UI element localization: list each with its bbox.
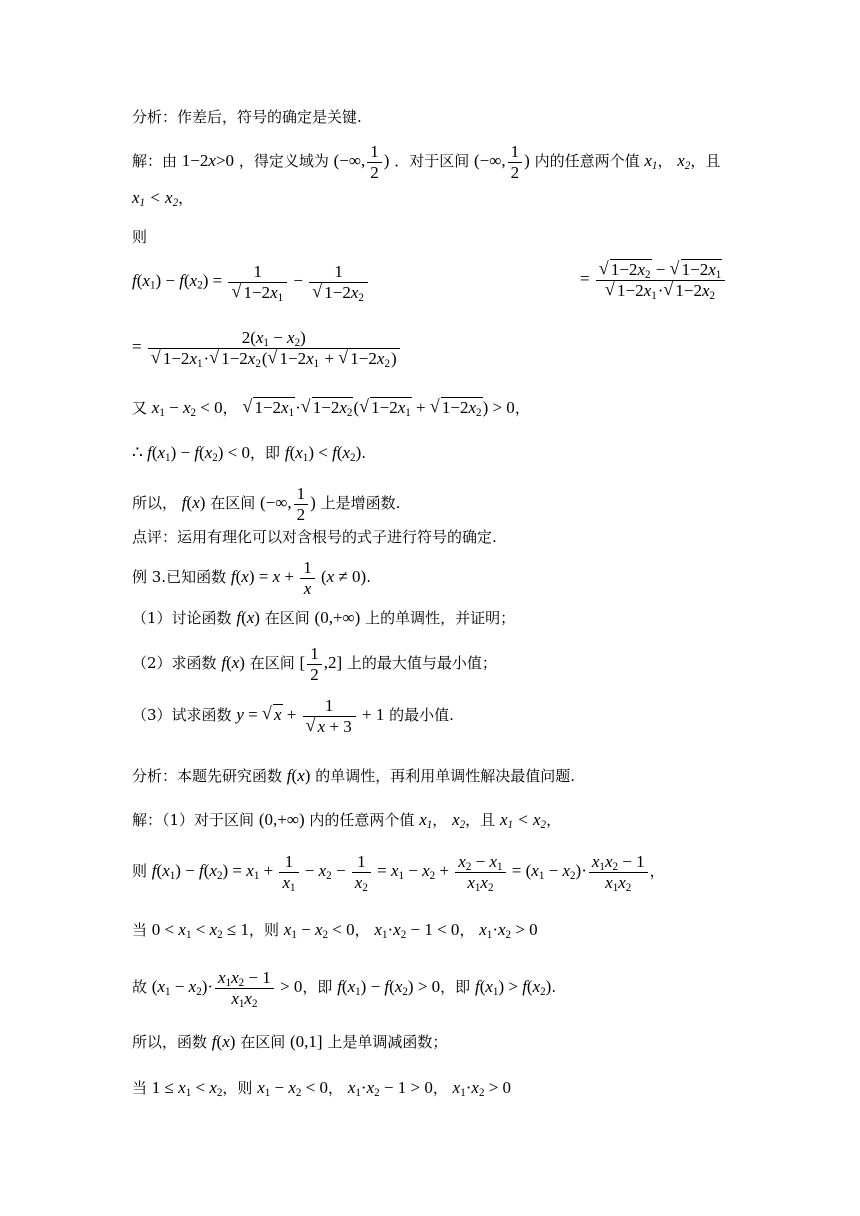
text: 解：由 (132, 151, 178, 170)
solution-3-line (132, 810, 561, 830)
question-3 (132, 696, 454, 736)
also-expr-2: √ $1-2x_1\cdot√$ $1-2x_2(√$ $1-2x_1$ + √ $1-2x_2) > 0$ (242, 398, 514, 417)
text: 解：（1）对于区间 (132, 811, 255, 829)
text: ， (328, 1079, 344, 1097)
conclusion-line (132, 484, 400, 524)
case-2-line (132, 1078, 511, 1098)
analysis-line-1: 分析：作差后，符号的确定是关键. (132, 108, 362, 126)
text: （2）求函数 (132, 653, 217, 672)
therefore-expr-2: $f(x_1) < f(x_2)$ (284, 443, 362, 464)
case-1c-line (132, 1032, 447, 1052)
text: ，得定义域为 (238, 151, 329, 170)
case-1-expr-2: $x_1\cdot x_2 - 1 < 0$ (374, 920, 460, 941)
x1-symbol: $x_1$ (644, 150, 658, 172)
text: ，且 (465, 811, 496, 829)
text: ，且 (690, 151, 721, 170)
text: ．对于区间 (394, 151, 470, 170)
text: ，则 (248, 921, 279, 939)
text: 上的最大值与最小值； (346, 653, 497, 672)
text: 在区间 (249, 653, 295, 672)
case-2-expr-2: $x_1\cdot x_2 - 1 > 0$ (347, 1078, 433, 1099)
text: ， (222, 399, 238, 417)
fx-symbol: f(x) (211, 1032, 236, 1051)
example-3-line (132, 558, 371, 598)
case-1b-expr-2: $f(x_1) - f(x_2) > 0$ (337, 976, 441, 998)
text: ， (432, 1079, 448, 1097)
case-2-condition: $1 \le x_1 < x_2$ (151, 1078, 223, 1099)
order-expr: $x_1 < x_2$ (132, 188, 179, 209)
text: ， (546, 811, 562, 829)
text: . (366, 567, 371, 586)
solution-3-diff-expr: $f(x_1) - f(x_2) = x_1$ + $\frac{1}{x_1}$ − $x_2$ − $\frac{1}{x_2}$ = $x_1 - x_2$ + $\frac{x_2 - x_1}{x_1x_2}$ = $(x_1 - x_2)\cdot$ $\frac{x_1x_2 - 1}{x_1x_2}$ (152, 861, 650, 880)
text: ， (432, 811, 448, 829)
text: ， (657, 151, 673, 170)
case-1-expr-3: $x_1\cdot x_2 > 0$ (479, 920, 538, 941)
text: 的单调性，再利用单调性解决最值问题. (315, 767, 575, 785)
x2-symbol: $x_2$ (452, 810, 466, 831)
text: 在区间 (240, 1033, 286, 1051)
case-1-expr-1: $x_1 - x_2 < 0$ (283, 920, 355, 941)
difference-expr-factored: = $2(x_1 - x_2)$ √ $1-2x_1\cdot√$ $1-2x_2(√$ $1-2x_1$ + √ $1-2x_2$) (132, 328, 402, 368)
example-3-expr: f(x) = x + $\frac{1}{x}$ (x ≠ 0) (230, 558, 367, 598)
text: ， (649, 861, 665, 880)
case-2-expr-1: $x_1 - x_2 < 0$ (257, 1078, 329, 1099)
text: （3）试求函数 (132, 705, 232, 724)
text: ，即 (250, 444, 281, 462)
solution-3-difference (132, 852, 665, 892)
condition-expr: 1−2x>0 (181, 150, 235, 170)
fx-symbol: f(x) (286, 766, 311, 785)
text: 在区间 (264, 609, 310, 627)
question-3-expr: y = √ x + 1 √ x + 3 + 1 (236, 705, 384, 724)
therefore-line (132, 443, 366, 463)
interval-expr: (0,1] (290, 1032, 323, 1051)
text: 所以，函数 (132, 1033, 208, 1051)
text: 所以， (132, 493, 178, 512)
text: 则 (132, 861, 148, 880)
difference-expr-left: $f(x_1) - f(x_2)$ = 1 √ $1-2x_1$ − 1 √ $1-2x_2$ (132, 262, 370, 302)
text: ，即 (440, 977, 471, 996)
text: 在区间 (210, 493, 256, 512)
therefore-expr-1: ∴ $f(x_1) - f(x_2) < 0$ (132, 443, 251, 464)
text: ， (354, 921, 370, 939)
interval-expr: (0,+∞) (258, 810, 305, 829)
case-2-expr-3: $x_1\cdot x_2 > 0$ (452, 1078, 512, 1099)
text: 当 (132, 1079, 148, 1097)
text: 故 (132, 977, 148, 996)
text: 上的单调性，并证明； (365, 609, 516, 627)
domain-expr-repeat: (−∞, $\frac{1}{2}$ ) (473, 142, 530, 182)
solution-order-line (132, 188, 193, 208)
case-1-line (132, 920, 538, 940)
text: 上是增函数. (320, 493, 401, 512)
text: ， (459, 921, 475, 939)
x2-symbol: $x_2$ (677, 150, 691, 172)
comment-line: 点评：运用有理化可以对含根号的式子进行符号的确定. (132, 528, 497, 546)
case-1b-line (132, 968, 556, 1008)
text: 内的任意两个值 (309, 811, 415, 829)
text: （1）讨论函数 (132, 609, 232, 627)
text: ，即 (302, 977, 333, 996)
text: 上是单调减函数； (327, 1033, 448, 1051)
question-1 (132, 608, 515, 628)
text: . (551, 977, 557, 996)
also-line (132, 398, 530, 418)
text: 当 (132, 921, 148, 939)
then-line: 则 (132, 228, 148, 246)
text: 又 (132, 399, 148, 417)
interval-expr: [ $\frac{1}{2}$ ,2] (299, 644, 343, 684)
question-2 (132, 644, 497, 684)
difference-expr-right: = √ $1-2x_2$ − √ $1-2x_1$ √ $1-2x_1\cdot√$ $1-2x_2$ (580, 260, 727, 300)
text: 的最小值. (389, 705, 454, 724)
fx-symbol: f(x) (221, 652, 245, 672)
interval-expr: (−∞, $\frac{1}{2}$ ) (260, 484, 316, 524)
text: ， (514, 399, 530, 417)
case-1b-expr-3: $f(x_1) > f(x_2)$ (474, 976, 552, 998)
fx-symbol: f(x) (236, 608, 260, 627)
text: ，则 (222, 1079, 253, 1097)
text: . (361, 444, 367, 462)
text: ， (178, 189, 194, 207)
case-1-condition: $0 < x_1 < x_2 \le 1$ (151, 920, 249, 941)
text: 内的任意两个值 (534, 151, 640, 170)
fx-symbol: f(x) (181, 492, 206, 512)
also-expr-1: $x_1 - x_2 < 0$ (151, 398, 223, 419)
domain-expr: (−∞, $\frac{1}{2}$ ) (333, 142, 390, 182)
analysis-3-line (132, 766, 575, 786)
text: 例 3.已知函数 (132, 567, 227, 586)
order-expr: $x_1 < x_2$ (499, 810, 547, 831)
text: 分析：本题先研究函数 (132, 767, 283, 785)
solution-line-1 (132, 142, 720, 182)
case-1b-expr-1: $(x_1 - x_2)\cdot$ $\frac{x_1x_2 - 1}{x_1x_2}$ > 0 (151, 968, 303, 1010)
x1-symbol: $x_1$ (419, 810, 433, 831)
interval-expr: (0,+∞) (314, 608, 361, 627)
